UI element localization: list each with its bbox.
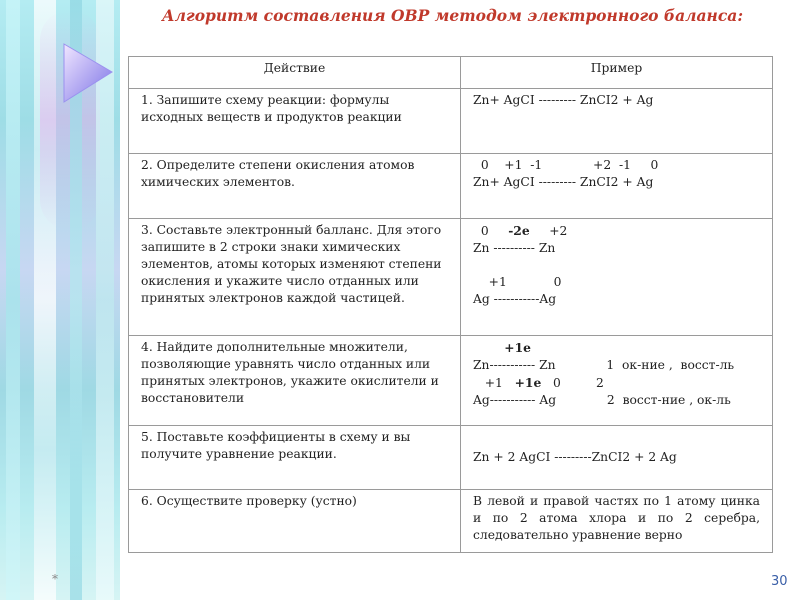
example-text: Zn----------- Zn 1 ок-ние , восст-ль +1 (473, 358, 735, 390)
table-row (129, 490, 773, 553)
example-cell: 0 +1 -1 +2 -1 0 Zn+ AgCI --------- ZnCI2 + Ag (461, 154, 773, 219)
table-row (129, 426, 773, 490)
header-action: Действие (129, 57, 461, 89)
algorithm-table (128, 56, 773, 553)
decorative-side-band (0, 0, 120, 600)
electron-count: +1e (514, 375, 542, 390)
action-cell: 4. Найдите дополнительные множители, позволяющие уравнять число отданных или принятых электронов, укажите окислители и восстановители (129, 336, 461, 426)
table-header-row (129, 57, 773, 89)
footer-star: * (52, 572, 58, 586)
example-cell: Zn+ AgCI --------- ZnCI2 + Ag (461, 89, 773, 154)
table-row (129, 89, 773, 154)
example-cell (461, 336, 773, 426)
page-number: 30 (771, 574, 788, 589)
action-cell: 6. Осуществите проверку (устно) (129, 490, 461, 553)
table-row (129, 219, 773, 336)
action-cell: 5. Поставьте коэффициенты в схему и вы получите уравнение реакции. (129, 426, 461, 490)
example-cell: Zn + 2 AgCI ---------ZnCI2 + 2 Ag (461, 426, 773, 490)
example-cell (461, 219, 773, 336)
play-triangle-icon (62, 42, 114, 104)
action-cell: 3. Составьте электронный балланс. Для этого запишите в 2 строки знаки химических элементов, атомы которых изменяют степени окисления и укажите число отданных или принятых электронов каждой частицей. (129, 219, 461, 336)
header-example: Пример (461, 57, 773, 89)
example-text: +2 Zn ---------- Zn +1 0 Ag -----------Ag (473, 224, 568, 306)
table-row (129, 154, 773, 219)
example-text: 0 2 Ag----------- Ag 2 восст-ние , ок-ль (473, 376, 731, 407)
electron-count: +1e (504, 340, 531, 355)
table-row (129, 336, 773, 426)
band-stripe (6, 0, 20, 600)
example-text (473, 341, 504, 355)
electron-count: -2e (508, 223, 530, 238)
example-text: 0 (473, 224, 509, 238)
page-title: Алгоритм составления ОВР методом электронного баланса: (162, 6, 744, 25)
action-cell: 2. Определите степени окисления атомов химических элементов. (129, 154, 461, 219)
action-cell: 1. Запишите схему реакции: формулы исходных веществ и продуктов реакции (129, 89, 461, 154)
example-cell: В левой и правой частях по 1 атому цинка и по 2 атома хлора и по 2 серебра, следовательно уравнение верно (461, 490, 773, 553)
